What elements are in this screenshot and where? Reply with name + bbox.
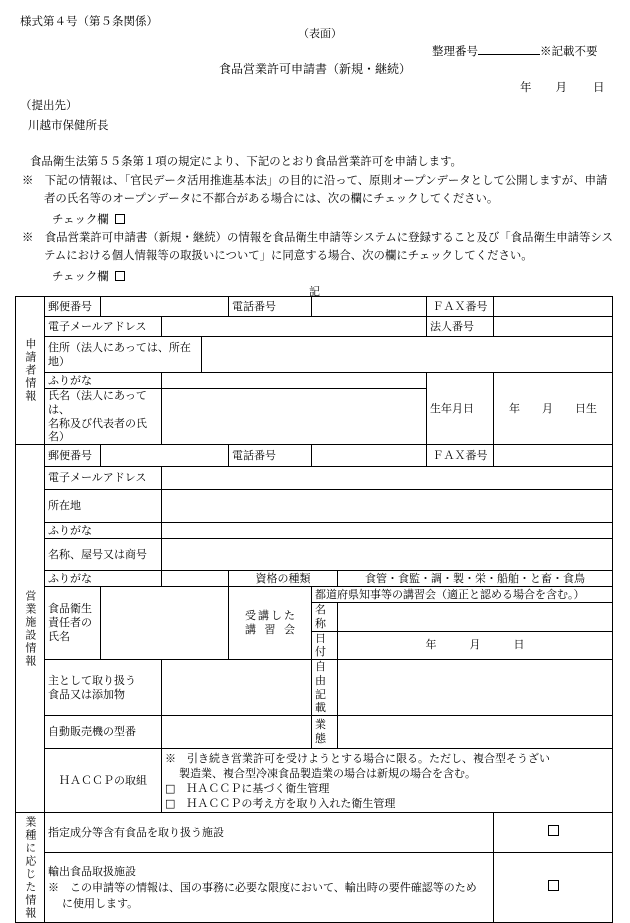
haccp-option-approach[interactable]: □ ＨＡＣＣＰの考え方を取り入れた衛生管理 xyxy=(165,797,396,810)
free-entry-field[interactable] xyxy=(338,660,613,716)
system-consent-check: チェック欄 xyxy=(52,268,125,284)
course-description: 都道府県知事等の講習会（適正と認める場合を含む。） xyxy=(312,587,613,603)
application-table xyxy=(15,296,613,923)
haccp-options: ※ 引き続き営業許可を受けようとする場合に限る。ただし、複合型そうざい 製造業、複合型冷凍食品製造業の場合は新規の場合を含む。 □ ＨＡＣＣＰに基づく衛生管理 □ ＨＡＣＣＰの考え方を取り入れた衛生管理 xyxy=(162,749,613,813)
facility-postal-label: 郵便番号 xyxy=(45,445,101,467)
applicant-postal-label: 郵便番号 xyxy=(45,297,101,317)
reference-label: 整理番号 xyxy=(432,44,478,58)
applicant-furigana-label: ふりがな xyxy=(45,373,162,389)
vending-machine-label: 自動販売機の型番 xyxy=(45,716,162,749)
facility-postal-field[interactable] xyxy=(101,445,229,467)
applicant-email-field[interactable] xyxy=(162,317,427,337)
applicant-birthdate-field[interactable]: 年 月 日生 xyxy=(494,373,613,445)
main-food-field[interactable] xyxy=(162,660,312,716)
facility-phone-field[interactable] xyxy=(312,445,427,467)
application-date: 年 月 日 xyxy=(520,80,605,94)
applicant-name-field[interactable] xyxy=(162,389,427,445)
facility-furigana-field[interactable] xyxy=(162,523,613,539)
export-facility-label: 輸出食品取扱施設 ※ この申請等の情報は、国の事務に必要な限度において、輸出時の要件確認等のため に使用します。 xyxy=(45,853,494,923)
haccp-label: ＨＡＣＣＰの取組 xyxy=(45,749,162,813)
open-data-checkbox[interactable] xyxy=(115,214,125,224)
facility-furigana-label: ふりがな xyxy=(45,523,162,539)
course-attended-label: 受講した 講習会 xyxy=(229,587,312,660)
facility-email-field[interactable] xyxy=(162,467,613,490)
qualification-type-label: 資格の種類 xyxy=(229,571,338,587)
applicant-section-label: 申請者情報 xyxy=(16,297,45,445)
page-title: 食品営業許可申請書（新規・継続） xyxy=(219,62,412,76)
food-hygiene-manager-label: 食品衛生 責任者の 氏名 xyxy=(45,587,101,660)
free-entry-label: 自由 記載 xyxy=(312,660,338,716)
ki-label: 記 xyxy=(309,285,320,298)
main-food-label: 主として取り扱う 食品又は添加物 xyxy=(45,660,162,716)
reference-number xyxy=(432,44,598,58)
open-data-note: ※ 下記の情報は、「官民データ活用推進基本法」の目的に沿って、原則オープンデータとして公開しますが、申請者の氏名等のオープンデータに不都合がある場合には、次の欄にチェックしてください。 xyxy=(22,173,608,205)
applicant-email-label: 電子メールアドレス xyxy=(45,317,162,337)
facility-phone-label: 電話番号 xyxy=(229,445,312,467)
course-date-label: 日付 xyxy=(312,631,338,660)
food-hygiene-manager-field[interactable] xyxy=(101,587,229,660)
facility-section-label: 営業施設情報 xyxy=(16,445,45,813)
side-label: （表面） xyxy=(298,27,342,40)
specified-ingredient-facility-label: 指定成分等含有食品を取り扱う施設 xyxy=(45,813,494,853)
export-facility-checkbox[interactable] xyxy=(548,880,559,891)
facility-fax-label: ＦＡＸ番号 xyxy=(427,445,494,467)
system-consent-checkbox[interactable] xyxy=(115,271,125,281)
applicant-address-field[interactable] xyxy=(202,337,613,373)
applicant-birthdate-label: 生年月日 xyxy=(427,373,494,445)
qualification-type-options[interactable]: 食管・食監・調・製・栄・船舶・と畜・食鳥 xyxy=(338,571,613,587)
facility-location-label: 所在地 xyxy=(45,490,162,523)
submit-to: 川越市保健所長 xyxy=(28,118,109,132)
business-type-label: 業態 xyxy=(312,716,338,749)
facility-fax-field[interactable] xyxy=(494,445,613,467)
manager-furigana-field[interactable] xyxy=(162,571,229,587)
applicant-corp-number-field[interactable] xyxy=(494,317,613,337)
applicant-corp-number-label: 法人番号 xyxy=(427,317,494,337)
reference-note: ※記載不要 xyxy=(540,44,598,58)
facility-location-field[interactable] xyxy=(162,490,613,523)
business-type-field[interactable] xyxy=(338,716,613,749)
applicant-phone-label: 電話番号 xyxy=(229,297,312,317)
facility-email-label: 電子メールアドレス xyxy=(45,467,162,490)
facility-business-name-label: 名称、屋号又は商号 xyxy=(45,539,162,571)
applicant-postal-field[interactable] xyxy=(101,297,229,317)
applicant-fax-field[interactable] xyxy=(494,297,613,317)
manager-furigana-label: ふりがな xyxy=(45,571,162,587)
vending-machine-field[interactable] xyxy=(162,716,312,749)
submit-to-label: （提出先） xyxy=(20,98,78,112)
applicant-phone-field[interactable] xyxy=(312,297,427,317)
course-date-field[interactable]: 年 月 日 xyxy=(338,631,613,660)
form-number: 様式第４号（第５条関係） xyxy=(20,14,158,28)
facility-business-name-field[interactable] xyxy=(162,539,613,571)
course-name-field[interactable] xyxy=(338,603,613,632)
specified-ingredient-checkbox-cell[interactable] xyxy=(494,813,613,853)
applicant-address-label: 住所（法人にあっては、所在地） xyxy=(45,337,202,373)
system-consent-note: ※ 食品営業許可申請書（新規・継続）の情報を食品衛生申請等システムに登録すること及び「食品衛生申請等システムにおける個人情報等の取扱いについて」に同意する場合、次の欄にチェックしてください。 xyxy=(22,230,613,262)
applicant-fax-label: ＦＡＸ番号 xyxy=(427,297,494,317)
open-data-check: チェック欄 xyxy=(52,211,125,227)
export-facility-checkbox-cell[interactable] xyxy=(494,853,613,923)
industry-section-label: 業種に応じた情報 xyxy=(16,813,45,923)
course-name-label: 名称 xyxy=(312,603,338,632)
applicant-name-label: 氏名（法人にあっては、 名称及び代表者の氏名） xyxy=(45,389,162,445)
haccp-option-based[interactable]: □ ＨＡＣＣＰに基づく衛生管理 xyxy=(165,782,330,795)
specified-ingredient-checkbox[interactable] xyxy=(548,825,559,836)
intro-statement: 食品衛生法第５５条第１項の規定により、下記のとおり食品営業許可を申請します。 xyxy=(30,154,462,168)
applicant-furigana-field[interactable] xyxy=(162,373,427,389)
